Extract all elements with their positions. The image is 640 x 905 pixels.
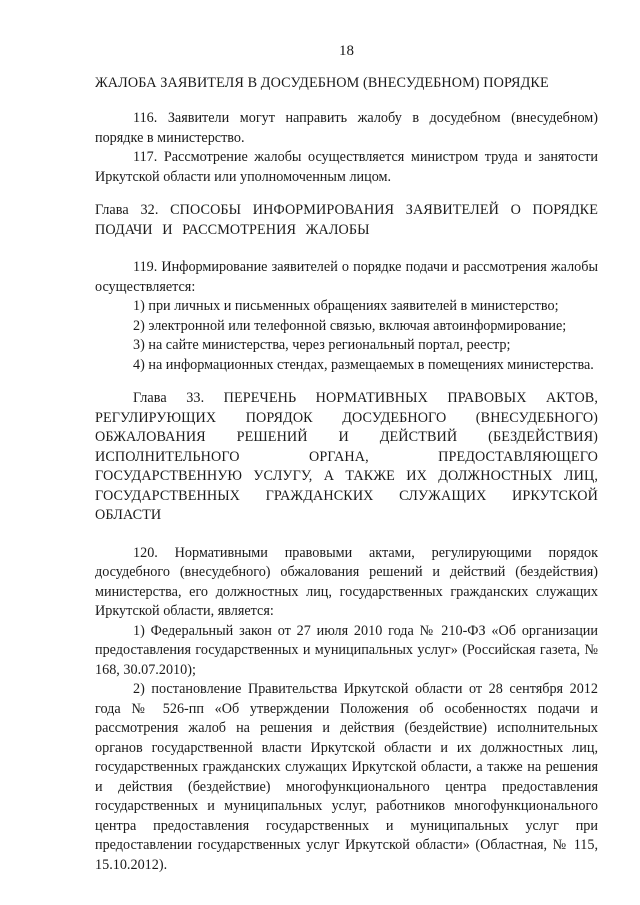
list-item: 2) электронной или телефонной связью, включая автоинформирование; <box>133 317 567 334</box>
list-item: 3) на сайте министерства, через региональный портал, реестр; <box>133 337 511 353</box>
list-item: 4) на информационных стендах, размещаемых в помещениях министерства. <box>133 356 594 373</box>
list-item: 1) Федеральный закон от 27 июля 2010 года № 210-ФЗ «Об организации предоставления государственных и муниципальных услуг» (Российская газета, № 168, 30.07.2010); <box>95 622 598 678</box>
page-number: 18 <box>339 43 354 59</box>
paragraph-117: 117. Рассмотрение жалобы осуществляется министром труда и занятости Иркутской области или уполномоченным лицом. <box>95 149 598 185</box>
chapter-32-heading: Глава 32. СПОСОБЫ ИНФОРМИРОВАНИЯ ЗАЯВИТЕЛЕЙ О ПОРЯДКЕ ПОДАЧИ И РАССМОТРЕНИЯ ЖАЛОБЫ <box>95 202 598 238</box>
paragraph-119: 119. Информирование заявителей о порядке подачи и рассмотрения жалобы осуществляется: <box>95 259 598 295</box>
paragraph-120: 120. Нормативными правовыми актами, регулирующими порядок досудебного (внесудебного) обжалования решений и действий (бездействия) министерства, его должностных лиц, государственных гражданских служащих Иркутской области, является: <box>95 544 598 619</box>
paragraph-116: 116. Заявители могут направить жалобу в досудебном (внесудебном) порядке в министерство. <box>95 110 598 146</box>
chapter-33-heading: Глава 33. ПЕРЕЧЕНЬ НОРМАТИВНЫХ ПРАВОВЫХ АКТОВ, РЕГУЛИРУЮЩИХ ПОРЯДОК ДОСУДЕБНОГО (ВНЕСУДЕБНОГО) ОБЖАЛОВАНИЯ РЕШЕНИЙ И ДЕЙСТВИЙ (БЕЗДЕЙСТВИЯ) ИСПОЛНИТЕЛЬНОГО ОРГАНА, ПРЕДОСТАВЛЯЮЩЕГО ГОСУДАРСТВЕННУЮ УСЛУГУ, А ТАКЖЕ ИХ ДОЛЖНОСТНЫХ ЛИЦ, ГОСУДАРСТВЕННЫХ ГРАЖДАНСКИХ СЛУЖАЩИХ ИРКУТСКОЙ ОБЛАСТИ <box>95 390 598 523</box>
section-heading: ЖАЛОБА ЗАЯВИТЕЛЯ В ДОСУДЕБНОМ (ВНЕСУДЕБНОМ) ПОРЯДКЕ <box>95 74 549 91</box>
list-item: 1) при личных и письменных обращениях заявителей в министерство; <box>133 298 559 314</box>
list-item: 2) постановление Правительства Иркутской области от 28 сентября 2012 года № 526-пп «Об утверждении Положения об особенностях подачи и рассмотрения жалоб на решения и действия (бездействие) исполнительных органов государственной власти Иркутской области и их должностных лиц, государственных гражданских служащих Иркутской области, а также на решения и действия (бездействие) многофункционального центра предоставления государственных и муниципальных услуг, работников многофункционального центра предоставления государственных и муниципальных услуг при предоставлении государственных услуг Иркутской области» (Областная, № 115, 15.10.2012). <box>95 681 598 873</box>
